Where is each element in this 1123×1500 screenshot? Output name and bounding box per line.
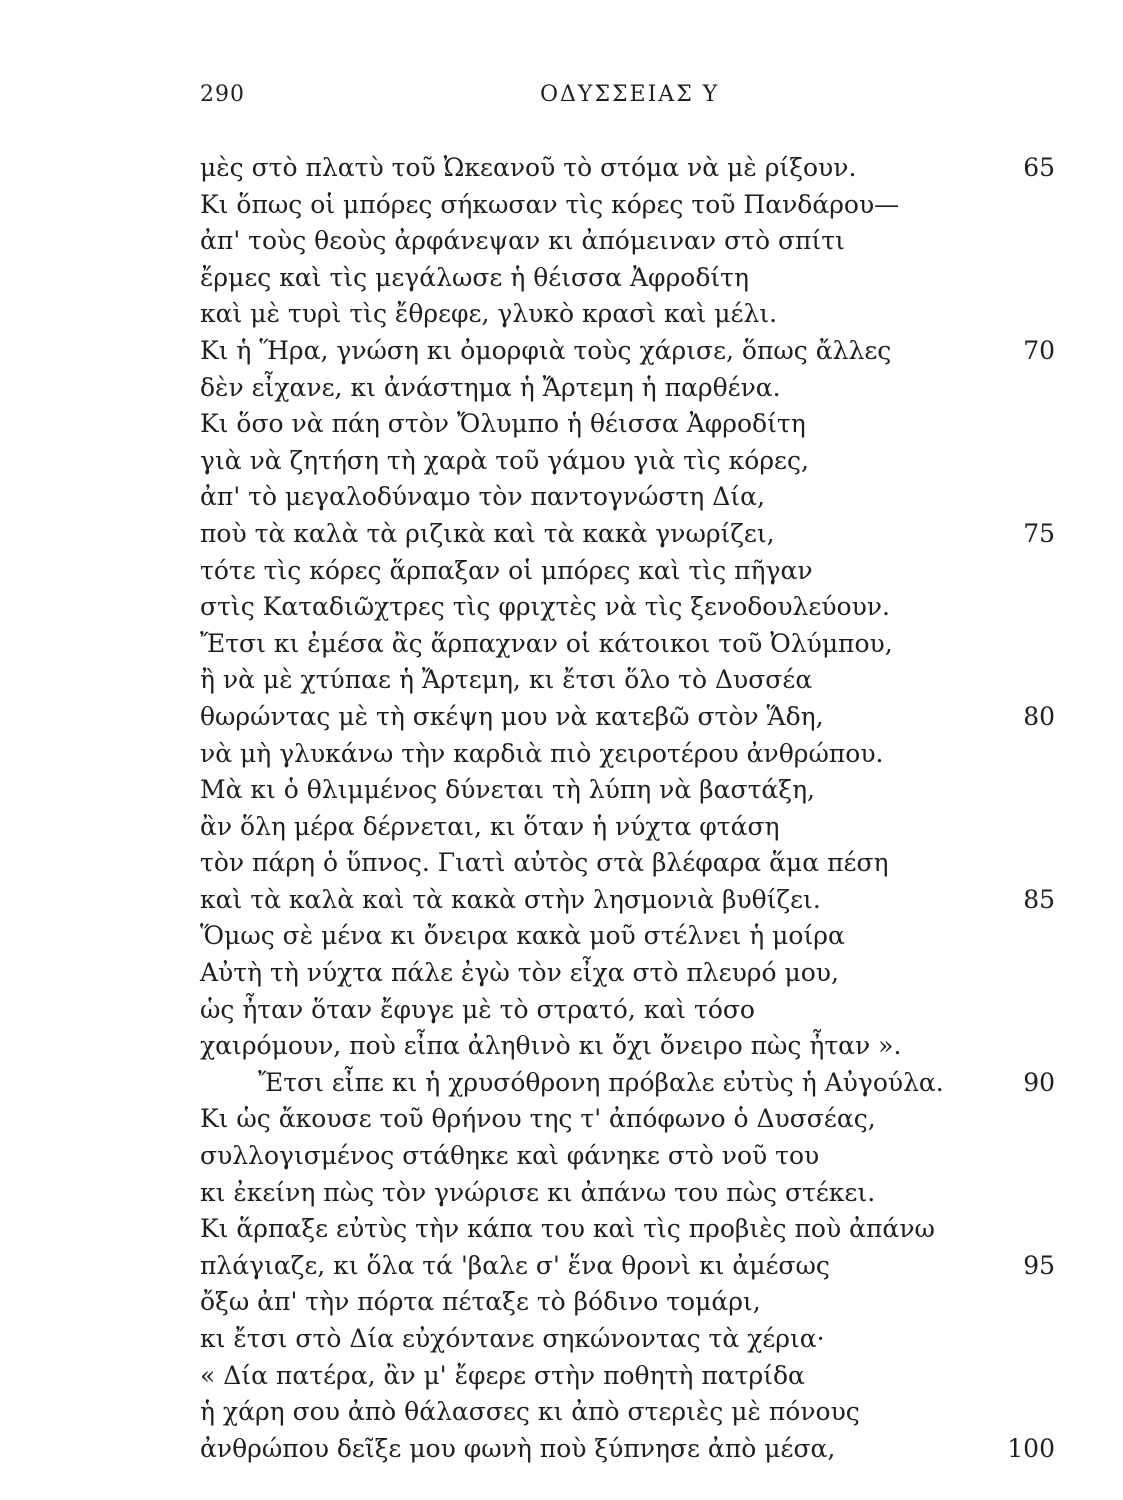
line-number: 95 <box>1023 1250 1055 1280</box>
verse-line <box>200 223 1055 260</box>
verse-text: Κι ἅρπαξε εὐτὺς τὴν κάπα του καὶ τὶς προβιὲς ποὺ ἀπάνω <box>200 1214 935 1244</box>
verse-line <box>200 882 1055 919</box>
verse-line <box>200 589 1055 626</box>
verse-line <box>200 150 1055 187</box>
verse-text: νὰ μὴ γλυκάνω τὴν καρδιὰ πιὸ χειροτέρου ἀνθρώπου. <box>200 738 884 768</box>
verse-text: ποὺ τὰ καλὰ τὰ ριζικὰ καὶ τὰ κακὰ γνωρίζει, <box>200 518 775 548</box>
verse-text: κι ἐκείνη πὼς τὸν γνώρισε κι ἀπάνω του πὼς στέκει. <box>200 1177 876 1207</box>
verse-line <box>200 955 1055 992</box>
verse-line <box>200 626 1055 663</box>
verse-line <box>200 772 1055 809</box>
verse-text: ὄξω ἀπ' τὴν πόρτα πέταξε τὸ βόδινο τομάρι, <box>200 1287 761 1317</box>
verse-line <box>200 845 1055 882</box>
verse-line <box>200 1394 1055 1431</box>
page-header <box>0 82 1123 112</box>
verse-line <box>200 992 1055 1029</box>
verse-text: Ἔτσι εἶπε κι ἡ χρυσόθρονη πρόβαλε εὐτὺς ἡ Αὐγούλα. <box>258 1067 944 1097</box>
verse-text: Κι ὅσο νὰ πάη στὸν Ὄλυμπο ἡ θέισσα Ἀφροδίτη <box>200 409 806 439</box>
verse-text: ὡς ἦταν ὅταν ἔφυγε μὲ τὸ στρατό, καὶ τόσο <box>200 994 755 1024</box>
line-number: 90 <box>1023 1067 1055 1097</box>
verse-text: πλάγιαζε, κι ὅλα τά 'βαλε σ' ἕνα θρονὶ κι ἀμέσως <box>200 1250 830 1280</box>
verse-line <box>200 187 1055 224</box>
line-number: 65 <box>1023 153 1055 182</box>
verse-line <box>200 1065 1055 1102</box>
verse-line <box>200 1248 1055 1285</box>
verse-text: ἀπ' τοὺς θεοὺς ἀρφάνεψαν κι ἀπόμειναν στὸ σπίτι <box>200 226 845 256</box>
verse-text: Ἔτσι κι ἐμέσα ἂς ἅρπαχναν οἱ κάτοικοι τοῦ Ὀλύμπου, <box>200 628 893 658</box>
verse-text: θωρώντας μὲ τὴ σκέψη μου νὰ κατεβῶ στὸν Ἅδη, <box>200 701 824 731</box>
verse-line <box>200 1101 1055 1138</box>
line-number: 80 <box>1023 701 1055 731</box>
verse-line <box>200 736 1055 773</box>
verse-text: Μὰ κι ὁ θλιμμένος δύνεται τὴ λύπη νὰ βαστάξη, <box>200 775 815 805</box>
verse-line <box>200 699 1055 736</box>
verse-text: στὶς Καταδιῶχτρες τὶς φριχτὲς νὰ τὶς ξενοδουλεύουν. <box>200 592 890 622</box>
verse-line <box>200 406 1055 443</box>
verse-line <box>200 918 1055 955</box>
verse-text: ἔρμες καὶ τὶς μεγάλωσε ἡ θέισσα Ἀφροδίτη <box>200 262 749 292</box>
verse-line <box>200 1358 1055 1395</box>
verse-text: « Δία πατέρα, ἂν μ' ἔφερε στὴν ποθητὴ πατρίδα <box>200 1360 805 1390</box>
verse-text: ἡ χάρη σου ἀπὸ θάλασσες κι ἀπὸ στεριὲς μὲ πόνους <box>200 1397 860 1427</box>
verse-line <box>200 260 1055 297</box>
verse-text: Κι ὅπως οἱ μπόρες σήκωσαν τὶς κόρες τοῦ Πανδάρου— <box>200 189 900 219</box>
verse-line <box>200 443 1055 480</box>
verse-text: καὶ τὰ καλὰ καὶ τὰ κακὰ στὴν λησμονιὰ βυθίζει. <box>200 884 821 914</box>
verse-text: γιὰ νὰ ζητήση τὴ χαρὰ τοῦ γάμου γιὰ τὶς κόρες, <box>200 445 809 475</box>
verse-line <box>200 1028 1055 1065</box>
verse-text: ἢ νὰ μὲ χτύπαε ἡ Ἄρτεμη, κι ἔτσι ὅλο τὸ Δυσσέα <box>200 665 813 695</box>
verse-text: συλλογισμένος στάθηκε καὶ φάνηκε στὸ νοῦ του <box>200 1141 820 1171</box>
verse-text: χαιρόμουν, ποὺ εἶπα ἀληθινὸ κι ὄχι ὄνειρο πὼς ἦταν ». <box>200 1031 902 1061</box>
verse-line <box>200 333 1055 370</box>
verse-text: μὲς στὸ πλατὺ τοῦ Ὠκεανοῦ τὸ στόμα νὰ μὲ ρίξουν. <box>200 153 857 182</box>
line-number: 75 <box>1023 518 1055 548</box>
verse-line <box>200 1321 1055 1358</box>
verse-text: κι ἔτσι στὸ Δία εὐχόντανε σηκώνοντας τὰ χέρια· <box>200 1324 825 1353</box>
verse-line <box>200 553 1055 590</box>
verse-text: τὸν πάρη ὁ ὕπνος. Γιατὶ αὐτὸς στὰ βλέφαρα ἅμα πέση <box>200 848 889 878</box>
verse-text: ἀπ' τὸ μεγαλοδύναμο τὸν παντογνώστη Δία, <box>200 482 765 512</box>
verse-line <box>200 1211 1055 1248</box>
verse-line <box>200 516 1055 553</box>
verse-block <box>200 150 1055 1467</box>
verse-text: δὲν εἶχανε, κι ἀνάστημα ἡ Ἄρτεμη ἡ παρθένα. <box>200 372 781 402</box>
verse-text: τότε τὶς κόρες ἅρπαξαν οἱ μπόρες καὶ τὶς πῆγαν <box>200 555 813 585</box>
verse-line <box>200 1138 1055 1175</box>
verse-text: ἀνθρώπου δεῖξε μου φωνὴ ποὺ ξύπνησε ἀπὸ μέσα, <box>200 1433 836 1463</box>
verse-text: Κι ὡς ἄκουσε τοῦ θρήνου της τ' ἀπόφωνο ὁ Δυσσέας, <box>200 1104 876 1134</box>
verse-text: καὶ μὲ τυρὶ τὶς ἔθρεφε, γλυκὸ κρασὶ καὶ μέλι. <box>200 299 778 329</box>
verse-text: Κι ἡ Ἥρα, γνώση κι ὀμορφιὰ τοὺς χάρισε, ὅπως ἄλλες <box>200 335 892 365</box>
verse-text: ἂν ὅλη μέρα δέρνεται, κι ὅταν ἡ νύχτα φτάση <box>200 811 780 841</box>
verse-line <box>200 479 1055 516</box>
verse-line <box>200 370 1055 407</box>
verse-text: Ὅμως σὲ μένα κι ὄνειρα κακὰ μοῦ στέλνει ἡ μοίρα <box>200 921 845 951</box>
running-title: ΟΔΥΣΣΕΙΑΣ Υ <box>540 82 720 107</box>
verse-line <box>200 662 1055 699</box>
verse-line <box>200 809 1055 846</box>
verse-line <box>200 296 1055 333</box>
line-number: 85 <box>1023 884 1055 914</box>
page-number: 290 <box>200 82 245 107</box>
line-number: 70 <box>1023 335 1055 365</box>
verse-line <box>200 1284 1055 1321</box>
verse-text: Αὐτὴ τὴ νύχτα πάλε ἐγὼ τὸν εἶχα στὸ πλευρό μου, <box>200 958 839 988</box>
verse-line <box>200 1175 1055 1212</box>
verse-line <box>200 1431 1055 1468</box>
line-number: 100 <box>1007 1433 1055 1463</box>
